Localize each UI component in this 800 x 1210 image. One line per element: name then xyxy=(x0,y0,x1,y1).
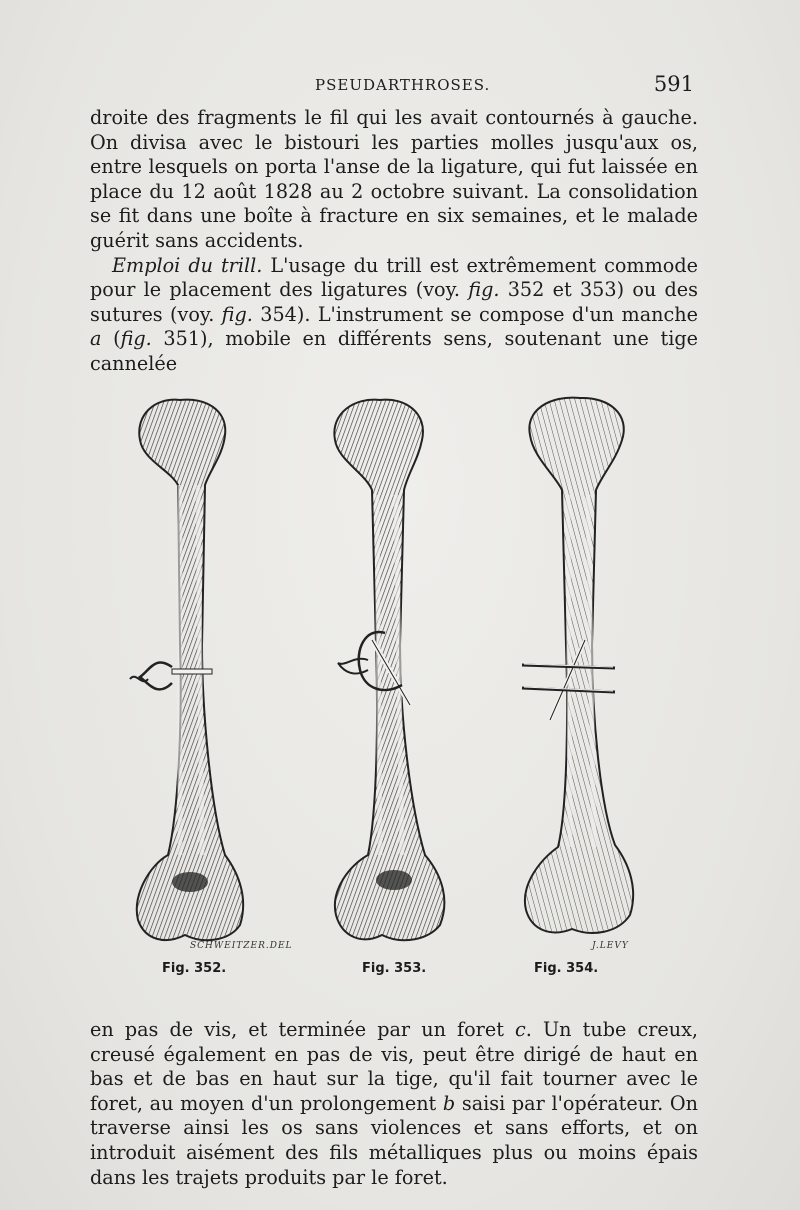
bone-fig-353 xyxy=(334,400,444,941)
page-number: 591 xyxy=(653,72,694,96)
bottom-text-block xyxy=(90,1018,698,1190)
engraver-signature-right: J.LEVY xyxy=(592,941,629,951)
engraver-signature-left: SCHWEITZER.DEL xyxy=(190,941,293,951)
section-title-trill: Emploi du trill. xyxy=(112,253,263,277)
figure-caption-354: Fig. 354. xyxy=(534,961,599,976)
paragraph-trill-description: en pas de vis, et terminée par un foret c. Un tube creux, creusé également en pas de vis, peut être dirigé de haut en bas et de bas en haut sur la tige, qu'il fait tourner avec le foret, au moyen d'un prolongement b saisi par l'opérateur. On traverse ainsi les os sans violences et sans efforts, et on introduit aisément des fils métalliques plus ou moins épais dans les trajets produits par le foret. xyxy=(90,1018,698,1189)
humerus-engravings xyxy=(110,385,670,985)
paragraph-trill: Emploi du trill. L'usage du trill est extrêmement commode pour le placement des ligatures (voy. fig. 352 et 353) ou des sutures (voy. fig. 354). L'instrument se compose d'un manche a (fig. 351), mobile en différents sens, soutenant une tige cannelée xyxy=(90,253,699,375)
figure-caption-352: Fig. 352. xyxy=(162,961,227,976)
figure-plate xyxy=(110,385,670,985)
bone-fig-354 xyxy=(522,398,633,933)
page-header xyxy=(90,72,700,102)
running-title: PSEUDARTHROSES. xyxy=(315,76,491,94)
figure-caption-353: Fig. 353. xyxy=(362,961,427,976)
paragraph-ligature-case: droite des fragments le fil qui les avait contournés à gauche. On divisa avec le bistouri les parties molles jusqu'aux os, entre lesquels on porta l'anse de la ligature, qui fut laissée en place du 12 août 1828 au 2 octobre suivant. La consolidation se fit dans une boîte à fracture en six semaines, et le malade guérit sans accidents. xyxy=(90,106,698,252)
top-text-block xyxy=(90,106,698,377)
bone-fig-352 xyxy=(130,400,243,941)
